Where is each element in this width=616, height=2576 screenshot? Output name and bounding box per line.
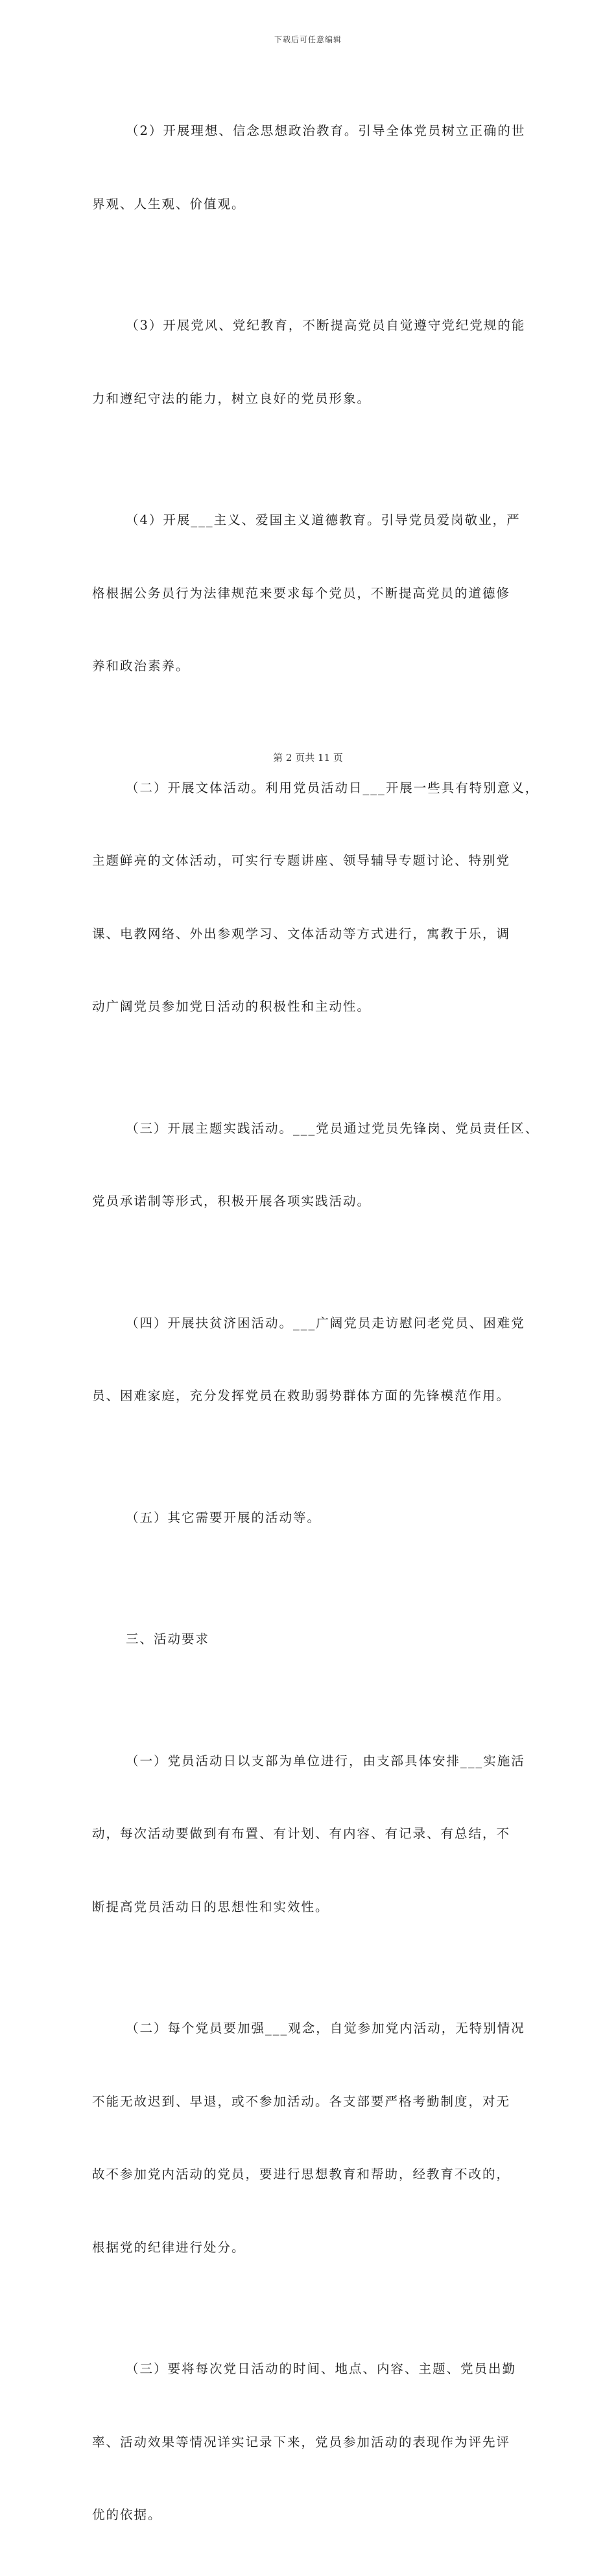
text-line: （2）开展理想、信念思想政治教育。引导全体党员树立正确的世 — [126, 123, 526, 138]
text-line: 故不参加党内活动的党员，要进行思想教育和帮助，经教育不改的， — [92, 2167, 511, 2182]
text-line: 断提高党员活动日的思想性和实效性。 — [92, 1899, 329, 1914]
text-line: 格根据公务员行为法律规范来要求每个党员，不断提高党员的道德修 — [92, 585, 511, 601]
text-line: （3）开展党风、党纪教育，不断提高党员自觉遵守党纪党规的能 — [126, 318, 526, 333]
section-heading — [92, 1578, 533, 1700]
text-line: （4）开展___主义、爱国主义道德教育。引导党员爱岗敬业，严 — [126, 512, 521, 527]
text-line: 根据党的纪律进行处分。 — [92, 2239, 246, 2255]
text-line: 动，每次活动要做到有布置、有计划、有内容、有记录、有总结，不 — [92, 1826, 511, 1841]
text-line: 界观、人生观、价值观。 — [92, 196, 246, 211]
paragraph — [92, 1700, 533, 1968]
text-line: 率、活动效果等情况详实记录下来，党员参加活动的表现作为评先评 — [92, 2434, 511, 2450]
text-line: （五）其它需要开展的活动等。 — [126, 1510, 322, 1525]
text-line: 员、困难家庭，充分发挥党员在救助弱势群体方面的先锋模范作用。 — [92, 1388, 511, 1403]
text-line: （三）开展主题实践活动。___党员通过党员先锋岗、党员责任区、 — [126, 1120, 539, 1136]
paragraph — [92, 459, 533, 727]
text-line: 党员承诺制等形式，积极开展各项实践活动。 — [92, 1194, 372, 1209]
paragraph — [92, 1262, 533, 1457]
paragraph — [92, 2308, 533, 2576]
text-line: 力和遵纪守法的能力，树立良好的党员形象。 — [92, 391, 372, 406]
paragraph — [92, 1068, 539, 1262]
page-header: 下载后可任意编辑 — [274, 35, 342, 44]
paragraph — [92, 265, 533, 459]
page-footer: 第 2 页共 11 页 — [273, 752, 343, 764]
paragraph — [92, 1968, 533, 2308]
text-line: 三、活动要求 — [126, 1631, 210, 1646]
text-line: 主题鲜亮的文体活动，可实行专题讲座、领导辅导专题讨论、特别党 — [92, 853, 511, 868]
text-line: （二）开展文体活动。利用党员活动日___开展一些具有特别意义， — [126, 780, 539, 795]
paragraph — [92, 70, 533, 265]
paragraph — [92, 727, 539, 1068]
text-line: 养和政治素养。 — [92, 658, 190, 673]
text-line: 不能无故迟到、早退，或不参加活动。各支部要严格考勤制度，对无 — [92, 2093, 511, 2109]
text-line: 课、电教网络、外出参观学习、文体活动等方式进行，寓教于乐，调 — [92, 926, 511, 941]
text-line: （一）党员活动日以支部为单位进行，由支部具体安排___实施活 — [126, 1753, 525, 1768]
text-line: （三）要将每次党日活动的时间、地点、内容、主题、党员出勤 — [126, 2361, 517, 2376]
text-line: 动广阔党员参加党日活动的积极性和主动性。 — [92, 999, 372, 1014]
text-line: （二）每个党员要加强___观念，自觉参加党内活动，无特别情况 — [126, 2021, 525, 2036]
text-line: 优的依据。 — [92, 2507, 162, 2522]
text-line: （四）开展扶贫济困活动。___广阔党员走访慰问老党员、困难党 — [126, 1315, 525, 1330]
paragraph — [92, 1457, 533, 1579]
document-body — [92, 70, 539, 2576]
